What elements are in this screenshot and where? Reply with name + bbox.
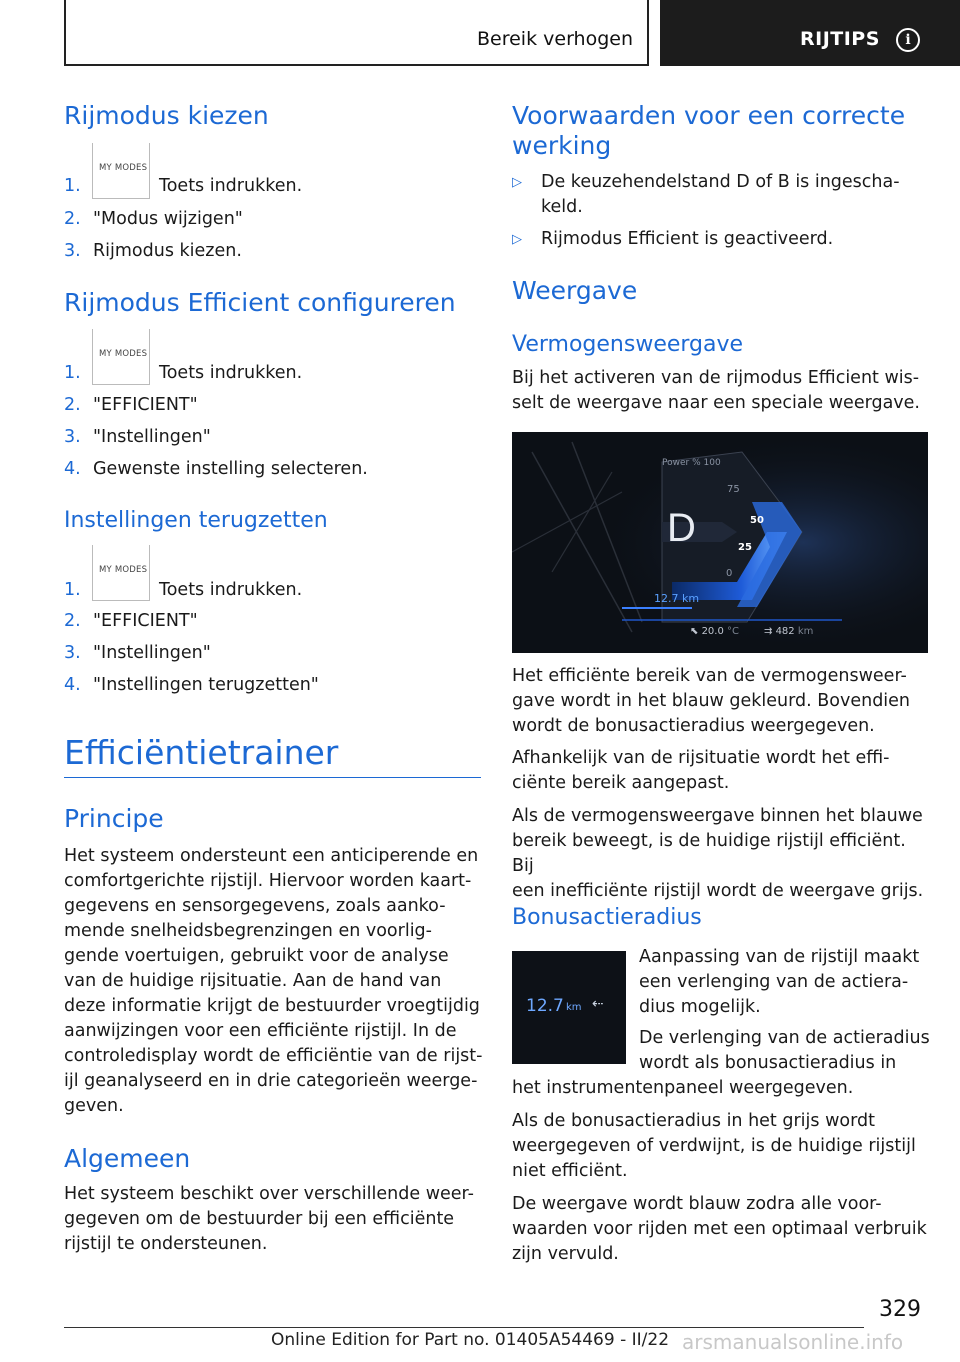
- eco-range-icon: ⇠: [592, 996, 604, 1012]
- vermogens-paragraph: Bij het activeren van de rijmodus Efficient wis- selt de weergave naar een speciale weergave.: [512, 368, 920, 413]
- power-display-image: Power % 100 75 50 25 0 D 12.7 km ⬉ 20.0 °C ⇉ 482 km: [512, 432, 928, 653]
- algemeen-paragraph: Het systeem beschikt over verschillende weer- gegeven om de bestuurder bij een efficiënte rijstijl te ondersteunen.: [64, 1184, 474, 1254]
- watermark: arsmanualsonline.info: [682, 1330, 904, 1354]
- my-modes-button-image: MY MODES: [92, 545, 150, 601]
- heading-voorwaarden: Voorwaarden voor een correcte werking: [512, 101, 906, 160]
- info-icon: i: [896, 28, 920, 52]
- bonus-side-paragraph: Aanpassing van de rijstijl maakt een verlenging van de actiera- dius mogelijk. De verlenging van de actieradius wordt als bonusactieradius in: [639, 947, 930, 1073]
- heading-terugzetten: Instellingen terugzetten: [64, 508, 328, 533]
- heading-rijmodus-kiezen: Rijmodus kiezen: [64, 101, 269, 130]
- header-section-tab: [64, 0, 649, 66]
- section-rule: [64, 777, 481, 778]
- bonus-grey-paragraph: Als de bonusactieradius in het grijs wordt weergegeven of verdwijnt, is de huidige rijstijl niet efficiënt.: [512, 1111, 916, 1181]
- page-number: 329: [879, 1297, 921, 1322]
- bullet-triangle-icon: ▷: [512, 175, 522, 190]
- heading-configureren: Rijmodus Efficient configureren: [64, 288, 456, 317]
- heading-weergave: Weergave: [512, 276, 638, 305]
- heading-vermogensweergave: Vermogensweergave: [512, 332, 744, 357]
- heading-algemeen: Algemeen: [64, 1144, 191, 1173]
- my-modes-button-image: MY MODES: [92, 329, 150, 385]
- adjust-paragraph: Afhankelijk van de rijsituatie wordt het effi- ciënte bereik aangepast.: [512, 748, 890, 793]
- heading-principe: Principe: [64, 804, 164, 833]
- blue-range-paragraph: Als de vermogensweergave binnen het blauwe bereik beweegt, is de huidige rijstijl efficiënt. Bij een inefficiënte rijstijl wordt de weergave grijs.: [512, 806, 924, 901]
- header-chapter-tab: [660, 0, 960, 66]
- list-item: ▷ De keuzehendelstand D of B is ingescha- keld.: [512, 172, 900, 217]
- my-modes-button-image: MY MODES: [92, 143, 150, 199]
- footer-rule: [64, 1327, 864, 1328]
- header-section-label: Bereik verhogen: [477, 28, 633, 50]
- heading-efficientietrainer: Efficiëntietrainer: [64, 733, 339, 772]
- efficient-range-paragraph: Het efficiënte bereik van de vermogensweer- gave wordt in het blauw gekleurd. Bovendien wordt de bonusactieradius weergegeven.: [512, 666, 911, 736]
- bonus-range-image: 12.7 km ⇠: [512, 951, 626, 1064]
- gear-indicator: D: [667, 506, 696, 550]
- bullet-triangle-icon: ▷: [512, 232, 522, 247]
- header-chapter-label: RIJTIPS: [800, 28, 880, 50]
- footer-edition: Online Edition for Part no. 01405A54469 - II/22: [271, 1330, 670, 1350]
- list-item: ▷ Rijmodus Efficient is geactiveerd.: [512, 227, 932, 253]
- heading-bonusactieradius: Bonusactieradius: [512, 905, 702, 930]
- bonus-blue-paragraph: De weergave wordt blauw zodra alle voor- waarden voor rijden met een optimaal verbruik zijn vervuld.: [512, 1194, 927, 1264]
- principe-paragraph: Het systeem ondersteunt een anticiperende en comfortgerichte rijstijl. Hiervoor worden kaart- gegevens en sensorgegevens, zoals aanko- mende snelheidsbegrenzingen en voorlig- gende voertuigen, gebruikt voor de analyse van de huidige rijsituatie. Aan de hand van deze informatie krijgt de bestuurder vroegtijdig aanwijzingen voor een efficiënte rijstijl. In de controledisplay wordt de efficiëntie van de rijst- ijl geanalyseerd en in drie categorieën weerge- geven.: [64, 846, 483, 1116]
- bonus-full-line: het instrumentenpaneel weergegeven.: [512, 1078, 854, 1098]
